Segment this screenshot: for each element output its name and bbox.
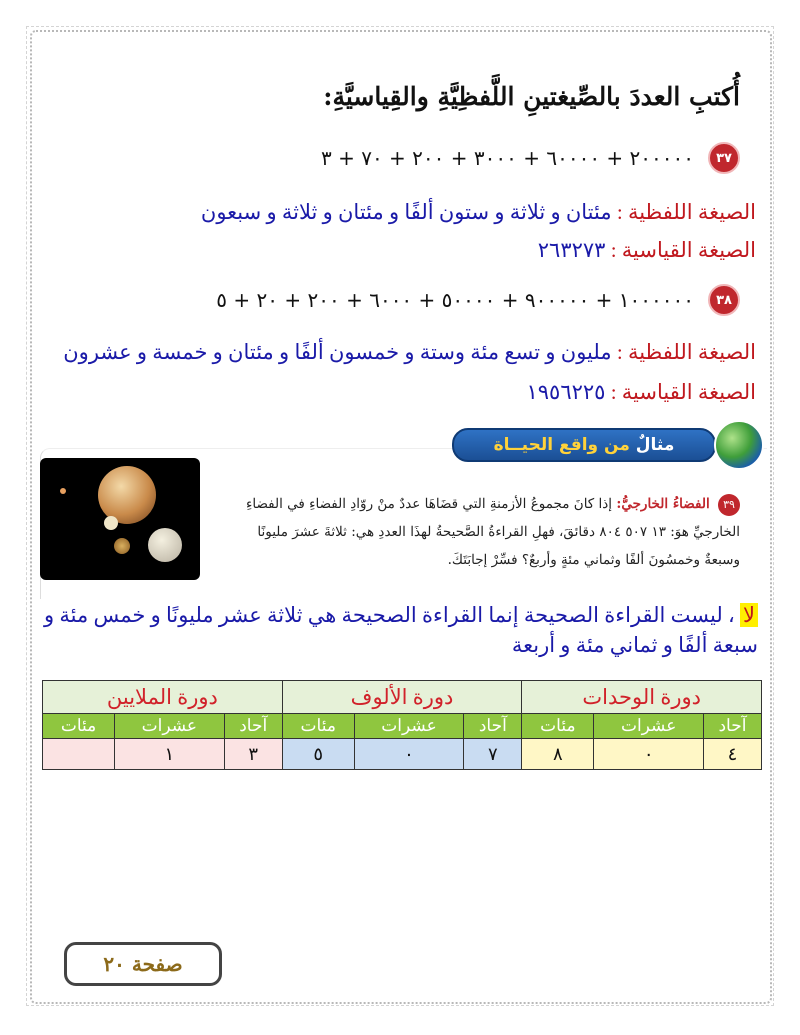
space-planets-image: [40, 458, 200, 580]
verbal-form-value: مليون و تسع مئة وستة و خمسون ألفًا و مئتان و خمسة و عشرون: [63, 340, 612, 364]
small-moon: [104, 516, 118, 530]
q37-verbal-form: [201, 200, 756, 225]
page-number-label: صفحة ٢٠: [64, 942, 222, 986]
digit-cell: ٤: [703, 739, 761, 770]
answer-no: لا: [740, 603, 758, 627]
verbal-form-label: الصيغة اللفظية :: [616, 200, 756, 224]
column-header: آحاد: [224, 714, 282, 739]
column-header: عشرات: [594, 714, 704, 739]
q38-verbal-form: [63, 340, 756, 365]
digit-cell: ٠: [594, 739, 704, 770]
globe-icon: [714, 420, 764, 470]
column-header: آحاد: [703, 714, 761, 739]
expanded-form-expression: ٢٠٠٠٠٠ + ٦٠٠٠٠ + ٣٠٠٠ + ٢٠٠ + ٧٠ + ٣: [320, 146, 694, 170]
example-question: [220, 490, 740, 574]
column-header: مئات: [43, 714, 115, 739]
digit-cell: ٧: [464, 739, 522, 770]
column-header: عشرات: [354, 714, 464, 739]
real-life-example-banner: [452, 428, 716, 462]
q38-standard-form: [526, 380, 756, 405]
moon: [148, 528, 182, 562]
expanded-form-expression: ١٠٠٠٠٠٠ + ٩٠٠٠٠٠ + ٥٠٠٠٠ + ٦٠٠٠ + ٢٠٠ + ٢٠ + ٥: [216, 288, 694, 312]
page-heading: أُكتبِ العددَ بالصِّيغتينِ اللَّفظِيَّةِ والقِياسيَّةِ:: [323, 82, 740, 111]
banner-word: مثالٌ: [635, 435, 675, 455]
digit-cell: ١: [115, 739, 225, 770]
column-header: مئات: [522, 714, 594, 739]
verbal-form-value: مئتان و ثلاثة و ستون ألفًا و مئتان و ثلاثة و سبعون: [200, 200, 612, 224]
digit-cell: ٥: [282, 739, 354, 770]
group-units: دورة الوحدات: [522, 681, 762, 714]
standard-form-label: الصيغة القياسية :: [610, 238, 756, 262]
place-value-table: [42, 680, 762, 770]
question-37: [321, 142, 740, 174]
group-millions: دورة الملايين: [43, 681, 283, 714]
digit-cell: ٨: [522, 739, 594, 770]
column-header: آحاد: [464, 714, 522, 739]
digit-cell: [43, 739, 115, 770]
column-header: مئات: [282, 714, 354, 739]
question-number-badge: ٣٨: [708, 284, 740, 316]
verbal-form-label: الصيغة اللفظية :: [616, 340, 756, 364]
standard-form-label: الصيغة القياسية :: [610, 380, 756, 404]
standard-form-value: ١٩٥٦٢٢٥: [526, 380, 606, 404]
small-moon: [114, 538, 130, 554]
answer-text: [38, 600, 758, 660]
banner-subtitle: من واقع الحيــاة: [493, 435, 630, 455]
jupiter-planet: [98, 466, 156, 524]
digit-cell: ٠: [354, 739, 464, 770]
small-moon: [60, 488, 66, 494]
question-38: [216, 284, 740, 316]
question-number-badge: ٣٩: [718, 494, 740, 516]
q37-standard-form: [538, 238, 756, 263]
example-text: إذا كانَ مجموعُ الأزمنةِ التي قضَاهَا عددٌ منْ روّادِ الفضاءِ في الفضاءِ الخارجيِّ هوَ: ١٣ ٥٠٧ ٨٠٤ دقائقَ، فهلِ القراءةُ الصَّحيحةُ لهذَا العددِ هي: ثلاثةَ عشرَ مليونًا وسبعةٌ وخمسُونَ ألفًا وثماني مئةٍ وأربعٌ؟ فسِّرْ إجابَتَكَ.: [245, 496, 740, 568]
example-tag: الفضاءُ الخارجيُّ:: [616, 496, 710, 512]
digit-cell: ٣: [224, 739, 282, 770]
group-thousands: دورة الألوف: [282, 681, 522, 714]
question-number-badge: ٣٧: [708, 142, 740, 174]
column-header: عشرات: [115, 714, 225, 739]
standard-form-value: ٢٦٣٢٧٣: [537, 238, 606, 262]
answer-explanation: ، ليست القراءة الصحيحة إنما القراءة الصحيحة هي ثلاثة عشر مليونًا و خمس مئة و سبعة ألفًا و ثماني مئة و أربعة: [44, 603, 758, 657]
